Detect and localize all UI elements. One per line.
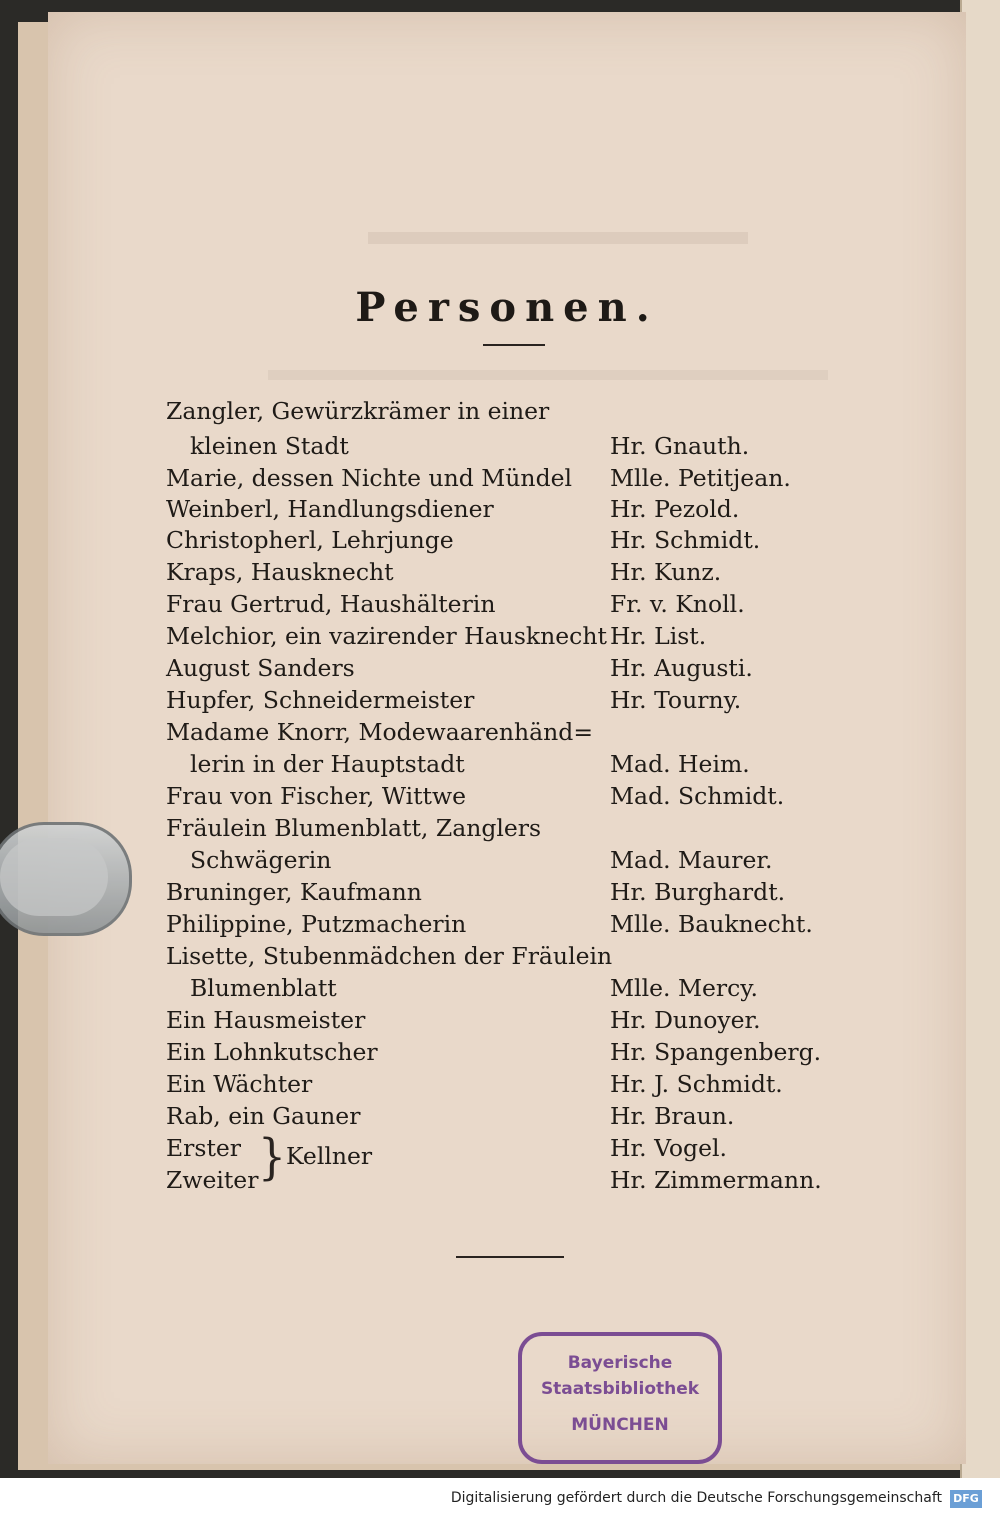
role-name: Frau von Fischer, Wittwe bbox=[166, 782, 467, 810]
bottom-rule bbox=[456, 1256, 564, 1258]
cast-row bbox=[48, 622, 966, 656]
cast-row bbox=[48, 1102, 966, 1136]
actor-name: Hr. Zimmermann. bbox=[610, 1166, 822, 1194]
cast-row bbox=[48, 654, 966, 688]
role-name: Zangler, Gewürzkrämer in einer bbox=[166, 397, 550, 425]
cast-row bbox=[48, 1070, 966, 1104]
actor-name: Hr. Gnauth. bbox=[610, 432, 750, 460]
cast-row bbox=[48, 750, 966, 784]
role-name: Rab, ein Gauner bbox=[166, 1102, 361, 1130]
library-stamp bbox=[518, 1332, 722, 1464]
title-rule bbox=[483, 344, 545, 346]
actor-name: Hr. J. Schmidt. bbox=[610, 1070, 783, 1098]
cast-row bbox=[48, 397, 966, 431]
cast-row bbox=[48, 974, 966, 1008]
kellner-label: Kellner bbox=[286, 1142, 373, 1170]
cast-row bbox=[48, 432, 966, 466]
role-name: Marie, dessen Nichte und Mündel bbox=[166, 464, 573, 492]
actor-name: Hr. Augusti. bbox=[610, 654, 753, 682]
actor-name: Mad. Schmidt. bbox=[610, 782, 785, 810]
cast-row bbox=[48, 1006, 966, 1040]
actor-name: Mad. Maurer. bbox=[610, 846, 773, 874]
role-name: Frau Gertrud, Haushälterin bbox=[166, 590, 496, 618]
role-name: Weinberl, Handlungsdiener bbox=[166, 495, 494, 523]
cast-row bbox=[48, 814, 966, 848]
footer-bar bbox=[0, 1478, 1000, 1525]
role-name: Zweiter bbox=[166, 1166, 259, 1194]
actor-name: Mlle. Bauknecht. bbox=[610, 910, 813, 938]
cast-row bbox=[48, 942, 966, 976]
cast-row bbox=[48, 526, 966, 560]
binder-clip-shine bbox=[0, 838, 108, 916]
role-name: Bruninger, Kaufmann bbox=[166, 878, 422, 906]
cast-row bbox=[48, 846, 966, 880]
role-name: Lisette, Stubenmädchen der Fräulein bbox=[166, 942, 613, 970]
actor-name: Hr. Dunoyer. bbox=[610, 1006, 761, 1034]
footer-credit: Digitalisierung gefördert durch die Deutsche Forschungsgemeinschaft bbox=[450, 1490, 942, 1506]
role-name: Philippine, Putzmacherin bbox=[166, 910, 467, 938]
cast-row bbox=[48, 1038, 966, 1072]
role-name: Hupfer, Schneidermeister bbox=[166, 686, 475, 714]
book-page bbox=[48, 12, 966, 1464]
page-title: Personen. bbox=[355, 284, 659, 331]
role-name: Kraps, Hausknecht bbox=[166, 558, 394, 586]
stamp-line-1: Bayerische bbox=[567, 1353, 673, 1373]
role-name: Fräulein Blumenblatt, Zanglers bbox=[166, 814, 542, 842]
stamp-line-3: MÜNCHEN bbox=[571, 1415, 669, 1435]
actor-name: Hr. Kunz. bbox=[610, 558, 722, 586]
cast-row bbox=[48, 782, 966, 816]
cast-row bbox=[48, 590, 966, 624]
cast-row bbox=[48, 558, 966, 592]
role-name: Ein Wächter bbox=[166, 1070, 313, 1098]
actor-name: Fr. v. Knoll. bbox=[610, 590, 745, 618]
actor-name: Hr. List. bbox=[610, 622, 707, 650]
cast-row bbox=[48, 1134, 966, 1168]
actor-name: Hr. Braun. bbox=[610, 1102, 735, 1130]
cast-row bbox=[48, 878, 966, 912]
actor-name: Hr. Tourny. bbox=[610, 686, 742, 714]
actor-name: Hr. Vogel. bbox=[610, 1134, 727, 1162]
kellner-brace: } bbox=[258, 1129, 286, 1186]
role-name: kleinen Stadt bbox=[190, 432, 349, 460]
role-name: Christopherl, Lehrjunge bbox=[166, 526, 454, 554]
stamp-line-2: Staatsbibliothek bbox=[540, 1379, 700, 1399]
actor-name: Hr. Spangenberg. bbox=[610, 1038, 822, 1066]
dfg-logo: DFG bbox=[950, 1490, 982, 1508]
actor-name: Mlle. Mercy. bbox=[610, 974, 758, 1002]
cast-row bbox=[48, 686, 966, 720]
cast-row bbox=[48, 464, 966, 498]
role-name: Madame Knorr, Modewaarenhänd= bbox=[166, 718, 594, 746]
role-name: Ein Lohnkutscher bbox=[166, 1038, 378, 1066]
actor-name: Hr. Schmidt. bbox=[610, 526, 761, 554]
bleed-through-shape bbox=[368, 162, 748, 244]
role-name: Blumenblatt bbox=[190, 974, 337, 1002]
facing-page-edge bbox=[960, 0, 1000, 1478]
cast-row bbox=[48, 718, 966, 752]
role-name: Melchior, ein vazirender Hausknecht bbox=[166, 622, 607, 650]
cast-row bbox=[48, 910, 966, 944]
role-name: Erster bbox=[166, 1134, 242, 1162]
cast-row bbox=[48, 495, 966, 529]
role-name: Schwägerin bbox=[190, 846, 332, 874]
actor-name: Mlle. Petitjean. bbox=[610, 464, 791, 492]
role-name: Ein Hausmeister bbox=[166, 1006, 366, 1034]
cast-row bbox=[48, 1166, 966, 1200]
role-name: lerin in der Hauptstadt bbox=[190, 750, 465, 778]
role-name: August Sanders bbox=[166, 654, 355, 682]
actor-name: Mad. Heim. bbox=[610, 750, 750, 778]
actor-name: Hr. Pezold. bbox=[610, 495, 740, 523]
actor-name: Hr. Burghardt. bbox=[610, 878, 786, 906]
bleed-through-shape bbox=[268, 330, 828, 380]
